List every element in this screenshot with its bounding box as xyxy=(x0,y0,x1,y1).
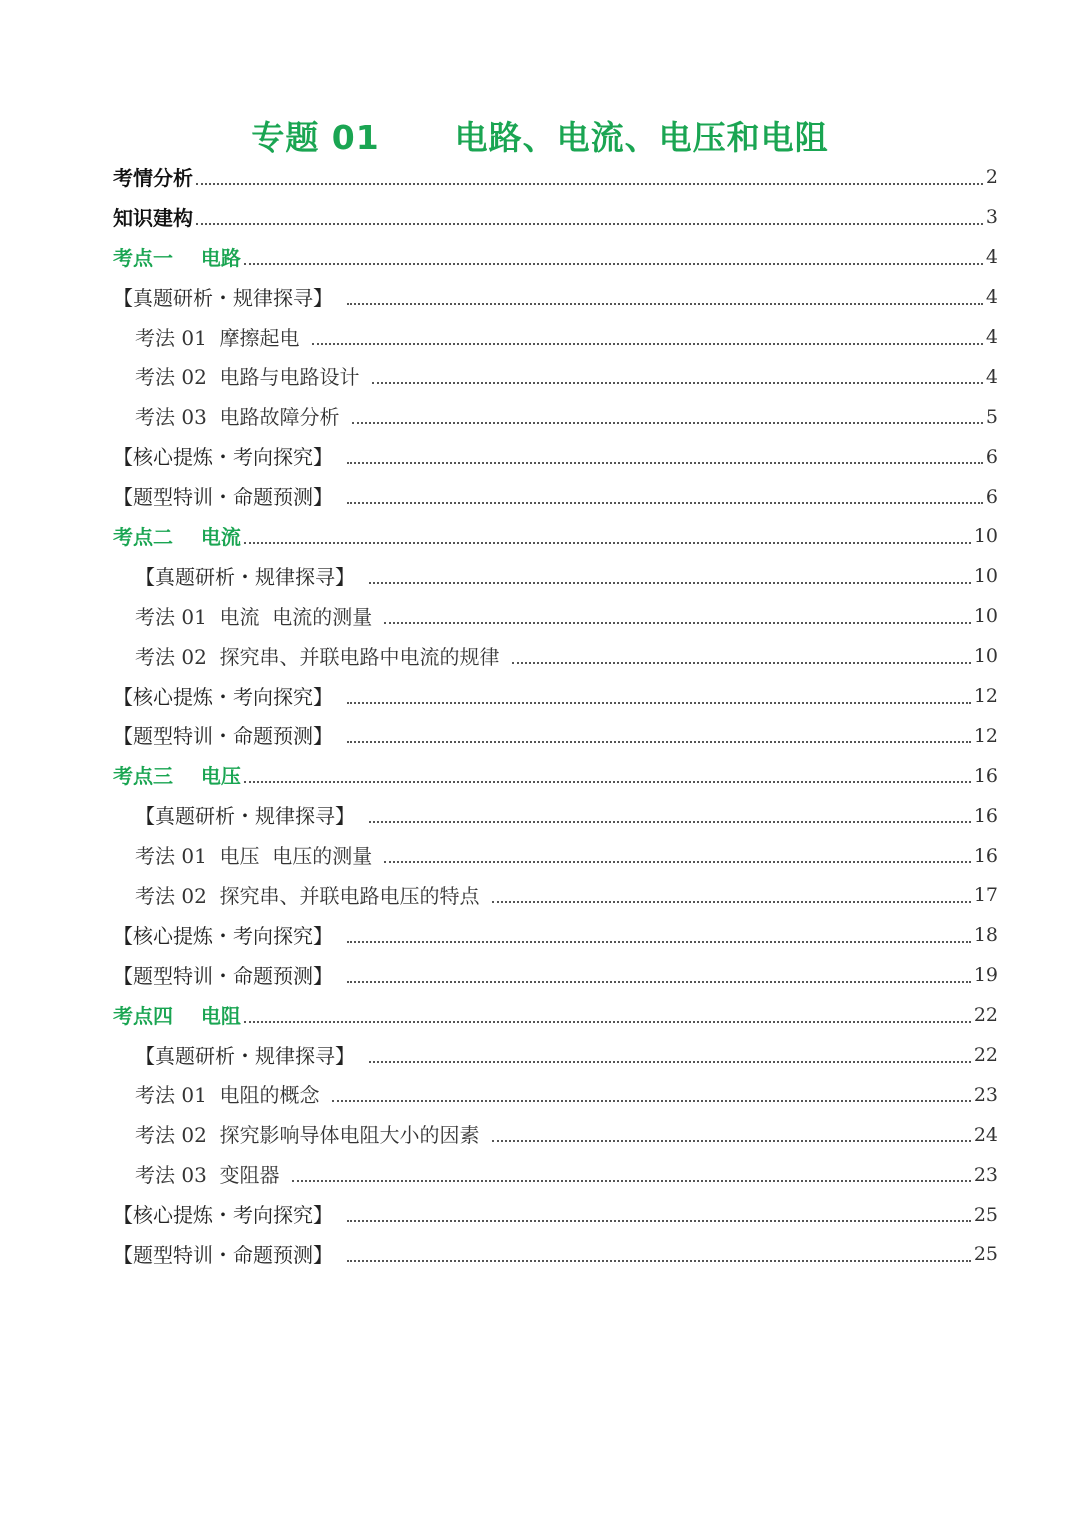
toc-leader-dots xyxy=(244,542,971,544)
toc-entry-page-number: 4 xyxy=(985,246,998,269)
toc-entry-label: 考点四 电阻 xyxy=(113,1003,241,1028)
toc-entry[interactable] xyxy=(113,796,998,836)
toc-entry-page-number: 22 xyxy=(973,1044,998,1067)
toc-entry[interactable] xyxy=(113,158,998,198)
toc-entry[interactable] xyxy=(113,836,998,876)
toc-leader-dots xyxy=(512,662,971,664)
toc-entry-page-number: 17 xyxy=(973,884,998,907)
toc-entry-page-number: 4 xyxy=(985,286,998,309)
toc-leader-dots xyxy=(347,1220,971,1222)
toc-entry-page-number: 22 xyxy=(973,1004,998,1027)
toc-leader-dots xyxy=(347,981,971,983)
toc-entry-page-number: 25 xyxy=(973,1243,998,1266)
toc-entry-label: 【核心提炼・考向探究】 xyxy=(113,1203,333,1228)
toc-entry-label: 考点一 电路 xyxy=(113,245,241,270)
toc-leader-dots xyxy=(492,901,971,903)
toc-entry-label: 考法 02 探究串、并联电路电压的特点 xyxy=(135,883,480,908)
toc-entry[interactable] xyxy=(113,198,998,238)
toc-entry[interactable] xyxy=(113,557,998,597)
toc-entry-label: 考法 01 电压 电压的测量 xyxy=(135,844,373,869)
toc-entry-label: 【真题研析・规律探寻】 xyxy=(135,804,355,829)
toc-entry-label: 【题型特训・命题预测】 xyxy=(113,963,333,988)
toc-entry-label: 考法 01 摩擦起电 xyxy=(135,325,300,350)
toc-leader-dots xyxy=(347,1260,971,1262)
toc-entry[interactable] xyxy=(113,1075,998,1115)
toc-leader-dots xyxy=(332,1100,971,1102)
toc-leader-dots xyxy=(312,343,983,345)
toc-leader-dots xyxy=(347,741,971,743)
toc-entry-label: 【核心提炼・考向探究】 xyxy=(113,684,333,709)
toc-leader-dots xyxy=(492,1140,971,1142)
toc-entry-page-number: 16 xyxy=(973,804,998,827)
toc-entry-page-number: 10 xyxy=(973,525,998,548)
toc-entry-label: 【核心提炼・考向探究】 xyxy=(113,445,333,470)
toc-entry-page-number: 10 xyxy=(973,645,998,668)
toc-entry[interactable] xyxy=(113,278,998,318)
toc-entry[interactable] xyxy=(113,1155,998,1195)
toc-entry[interactable] xyxy=(113,1036,998,1076)
toc-entry[interactable] xyxy=(113,318,998,358)
toc-entry[interactable] xyxy=(113,357,998,397)
toc-entry[interactable] xyxy=(113,437,998,477)
toc-entry-page-number: 23 xyxy=(973,1083,998,1106)
toc-leader-dots xyxy=(372,382,983,384)
toc-entry[interactable] xyxy=(113,477,998,517)
toc-entry-label: 考法 02 探究影响导体电阻大小的因素 xyxy=(135,1123,480,1148)
toc-leader-dots xyxy=(196,223,983,225)
toc-entry-page-number: 3 xyxy=(985,206,998,229)
toc-entry[interactable] xyxy=(113,1115,998,1155)
toc-entry-label: 考法 02 探究串、并联电路中电流的规律 xyxy=(135,644,500,669)
toc-entry[interactable] xyxy=(113,1195,998,1235)
toc-entry[interactable] xyxy=(113,956,998,996)
toc-leader-dots xyxy=(369,821,971,823)
toc-leader-dots xyxy=(244,1021,971,1023)
toc-entry[interactable] xyxy=(113,916,998,956)
toc-entry-page-number: 6 xyxy=(985,445,998,468)
toc-leader-dots xyxy=(369,1061,971,1063)
toc-entry-page-number: 23 xyxy=(973,1163,998,1186)
toc-entry-page-number: 4 xyxy=(985,326,998,348)
toc-entry-label: 【题型特训・命题预测】 xyxy=(113,724,333,749)
toc-entry[interactable] xyxy=(113,637,998,677)
toc-entry[interactable] xyxy=(113,397,998,437)
toc-entry-label: 【核心提炼・考向探究】 xyxy=(113,923,333,948)
toc-entry[interactable] xyxy=(113,1235,998,1275)
toc-entry-page-number: 12 xyxy=(973,724,998,747)
toc-entry[interactable] xyxy=(113,677,998,717)
toc-entry-page-number: 16 xyxy=(973,844,998,867)
toc-entry-label: 【真题研析・规律探寻】 xyxy=(135,1043,355,1068)
document-title: 专题 01 电路、电流、电压和电阻 xyxy=(251,118,829,157)
toc-entry-label: 【题型特训・命题预测】 xyxy=(113,485,333,510)
toc-entry-page-number: 25 xyxy=(973,1203,998,1226)
toc-leader-dots xyxy=(196,183,983,185)
toc-entry-label: 考法 01 电阻的概念 xyxy=(135,1083,320,1108)
toc-entry[interactable] xyxy=(113,517,998,557)
toc-entry[interactable] xyxy=(113,756,998,796)
toc-entry-page-number: 5 xyxy=(985,405,998,428)
toc-entry-label: 考点三 电压 xyxy=(113,764,241,789)
toc-entry-label: 考法 03 变阻器 xyxy=(135,1163,280,1188)
toc-entry-page-number: 2 xyxy=(985,166,998,189)
table-of-contents xyxy=(113,158,998,1275)
toc-leader-dots xyxy=(352,422,983,424)
toc-leader-dots xyxy=(244,263,983,265)
toc-leader-dots xyxy=(347,303,983,305)
toc-entry-page-number: 4 xyxy=(985,365,998,388)
toc-entry[interactable] xyxy=(113,716,998,756)
toc-leader-dots xyxy=(384,861,971,863)
toc-entry-page-number: 12 xyxy=(973,685,998,708)
toc-entry-page-number: 6 xyxy=(985,485,998,508)
toc-leader-dots xyxy=(347,702,971,704)
toc-entry-page-number: 10 xyxy=(973,605,998,628)
toc-entry-label: 【题型特训・命题预测】 xyxy=(113,1242,333,1267)
toc-entry-page-number: 24 xyxy=(973,1123,998,1146)
toc-entry-label: 考法 02 电路与电路设计 xyxy=(135,365,360,390)
toc-entry-label: 考法 01 电流 电流的测量 xyxy=(135,604,373,629)
toc-leader-dots xyxy=(292,1180,971,1182)
toc-entry-label: 知识建构 xyxy=(113,205,193,230)
toc-entry-label: 【真题研析・规律探寻】 xyxy=(113,285,333,310)
toc-entry-label: 考法 03 电路故障分析 xyxy=(135,405,340,430)
toc-entry-page-number: 18 xyxy=(973,924,998,947)
toc-entry-page-number: 16 xyxy=(973,764,998,787)
toc-entry[interactable] xyxy=(113,996,998,1036)
toc-leader-dots xyxy=(384,622,971,624)
toc-entry-label: 【真题研析・规律探寻】 xyxy=(135,564,355,589)
toc-entry[interactable] xyxy=(113,876,998,916)
toc-leader-dots xyxy=(244,781,971,783)
toc-leader-dots xyxy=(369,582,971,584)
toc-entry[interactable] xyxy=(113,597,998,637)
toc-leader-dots xyxy=(347,502,983,504)
toc-leader-dots xyxy=(347,941,971,943)
toc-entry-page-number: 19 xyxy=(973,964,998,987)
toc-entry[interactable] xyxy=(113,238,998,278)
toc-entry-label: 考点二 电流 xyxy=(113,524,241,549)
toc-leader-dots xyxy=(347,462,983,464)
toc-entry-label: 考情分析 xyxy=(113,165,193,190)
toc-entry-page-number: 10 xyxy=(973,565,998,588)
